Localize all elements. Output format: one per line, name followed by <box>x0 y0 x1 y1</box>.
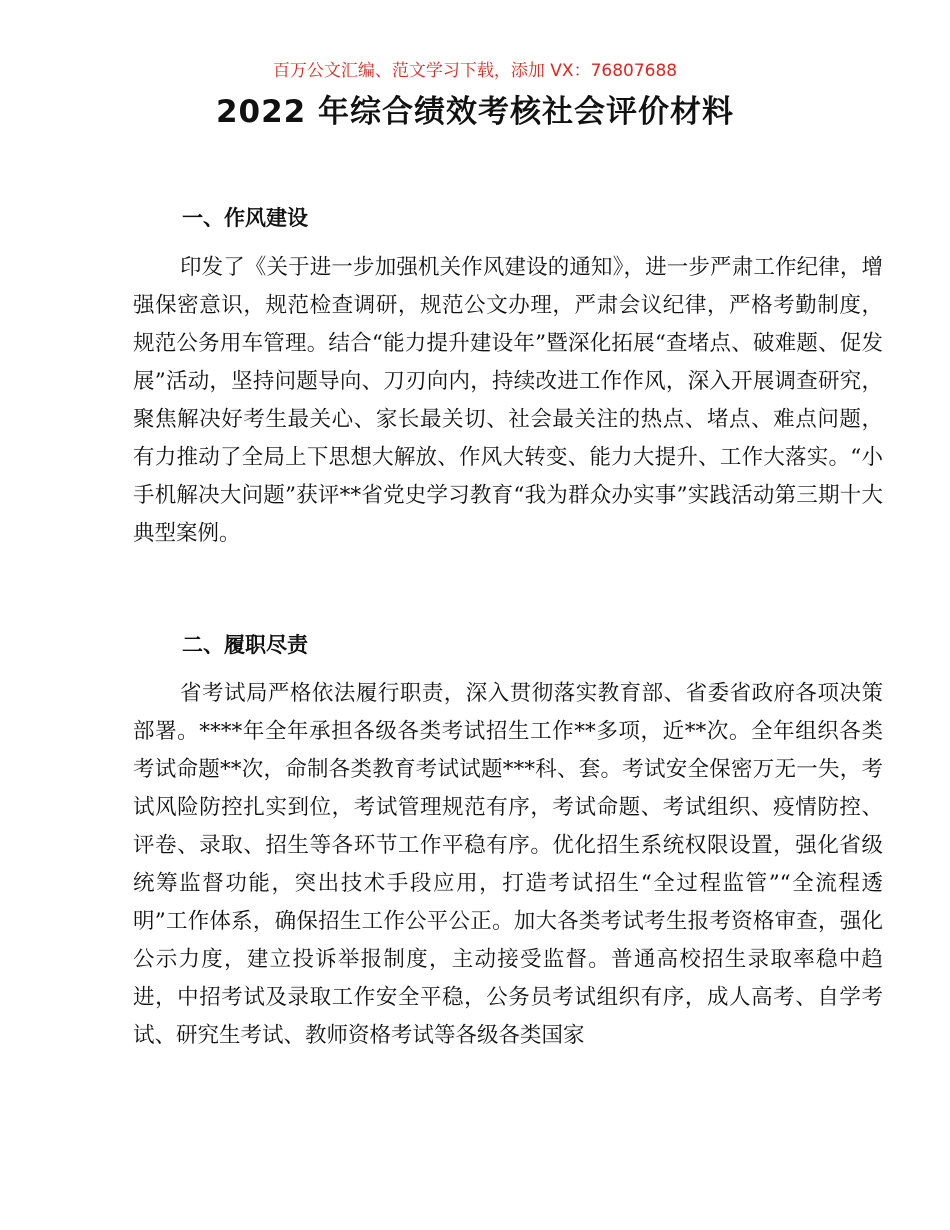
section-heading-duties: 二、履职尽责 <box>182 633 308 657</box>
header-note: 百万公文汇编、范文学习下载，添加 VX：76807688 <box>272 61 678 81</box>
section-heading-work-style: 一、作风建设 <box>182 206 308 230</box>
section-paragraph-duties: 省考试局严格依法履行职责，深入贯彻落实教育部、省委省政府各项决策部署。****年全年承担各级各类考试招生工作**多项，近**次。全年组织各类考试命题**次，命制各类教育考试试题***科、套。考试安全保密万无一失，考试风险防控扎实到位，考试管理规范有序，考试命题、考试组织、疫情防控、评卷、录取、招生等各环节工作平稳有序。优化招生系统权限设置，强化省级统筹监督功能，突出技术手段应用，打造考试招生“全过程监管”“全流程透明”工作体系，确保招生工作公平公正。加大各类考试考生报考资格审查，强化公示力度，建立投诉举报制度，主动接受监督。普通高校招生录取率稳中趋进，中招考试及录取工作安全平稳，公务员考试组织有序，成人高考、自学考试、研究生考试、教师资格考试等各级各类国家 <box>133 681 883 1048</box>
section-paragraph-work-style: 印发了《关于进一步加强机关作风建设的通知》，进一步严肃工作纪律，增强保密意识，规范检查调研，规范公文办理，严肃会议纪律，严格考勤制度，规范公务用车管理。结合“能力提升建设年”暨深化拓展“查堵点、破难题、促发展”活动，坚持问题导向、刀刃向内，持续改进工作作风，深入开展调查研究，聚焦解决好考生最关心、家长最关切、社会最关注的热点、堵点、难点问题，有力推动了全局上下思想大解放、作风大转变、能力大提升、工作大落实。“小手机解决大问题”获评**省党史学习教育“我为群众办实事”实践活动第三期十大典型案例。 <box>133 255 883 546</box>
document-title: 2022 年综合绩效考核社会评价材料 <box>215 94 735 130</box>
